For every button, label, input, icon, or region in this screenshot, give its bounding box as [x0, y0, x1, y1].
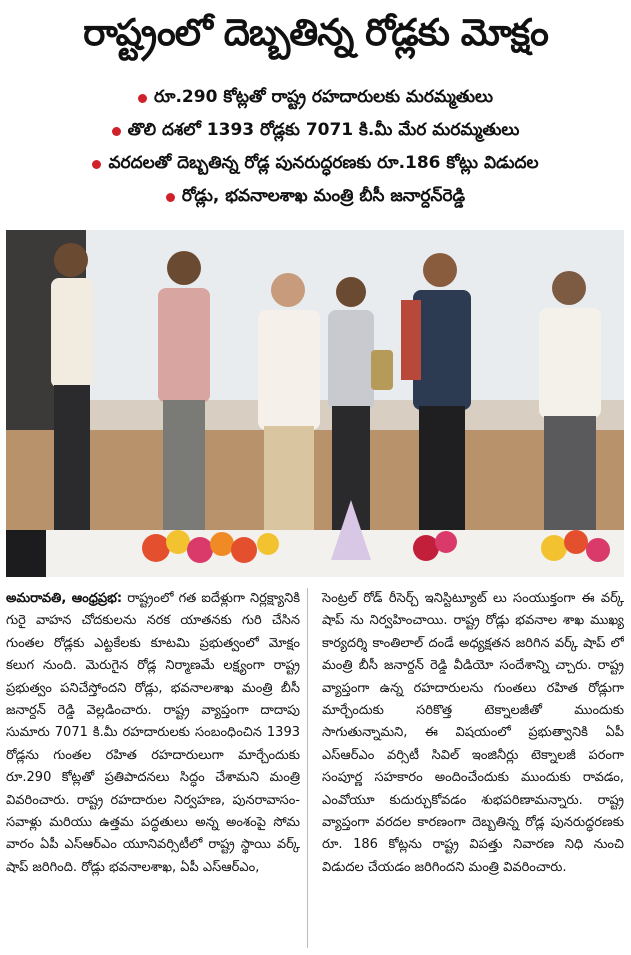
subheadline-text: వరదలతో దెబ్బతిన్న రోడ్ల పునరుద్ధరణకు రూ.186 కోట్లు విడుదల	[108, 152, 539, 173]
person-3	[258, 273, 320, 530]
press-photo-illustration	[6, 230, 624, 577]
subheadline-text: తొలి దశలో 1393 రోడ్లకు 7071 కి.మీ మేర మరమ్మతులు	[127, 119, 520, 140]
person-4	[328, 277, 374, 530]
bullet-icon	[112, 127, 121, 136]
speaker	[6, 530, 46, 577]
subheadline-2	[6, 115, 625, 148]
subheadline-text: రూ.290 కోట్లతో రాష్ట్ర రహదారులకు మరమ్మతులు	[154, 86, 493, 107]
memento	[371, 350, 393, 390]
bullet-icon	[138, 94, 147, 103]
subheadline-3	[6, 148, 625, 181]
bullet-icon	[92, 160, 101, 169]
article-column-right: సెంట్రల్ రోడ్ రీసెర్చ్ ఇనిస్టిట్యూట్ లు సంయుక్తంగా ఈ వర్క్ షాప్ ను నిర్వహించాయి. రాష్ట్ర రోడ్లు భవనాల శాఖ ముఖ్య కార్యదర్శి కాంతిలాల్ దండే అధ్యక్షతన జరిగిన వర్క్ షాప్ లో మంత్రి బీసీ జనార్దన్ రెడ్డి వీడియో సందేశాన్ని చ్చారు. రాష్ట్ర వ్యాప్తంగా ఉన్న రహదారులను గుంతలు రహిత రోడ్లుగా మార్చేందుకు సరికొత్త టెక్నాలజీతో ముందుకు సాగుతున్నామని, ఈ విషయంలో ప్రభుత్వానికి ఏపీ ఎస్ఆర్ఎం వర్సిటీ సివిల్ ఇంజినీర్లు టెక్నాలజీ పరంగా సంపూర్ణ సహకారం అందించేందుకు ముందుకు రావడం, ఎంవోయూ కుదుర్చుకోవడం శుభపరిణామన్నారు. రాష్ట్ర వ్యాప్తంగా వరదల కారణంగా దెబ్బతిన్న రోడ్ల పునరుద్ధరణకు రూ. 186 కోట్లను రాష్ట్ర విపత్తు నివారణ నిధి నుంచి విడుదల చేయడం జరిగిందని మంత్రి వివరించారు.	[322, 591, 624, 875]
headline: రాష్ట్రంలో దెబ్బతిన్న రోడ్లకు మోక్షం	[83, 11, 548, 54]
person-6	[539, 271, 601, 530]
dateline: అమరావతి, ఆంధ్రప్రభ:	[6, 591, 123, 606]
bullet-icon	[166, 193, 175, 202]
subheadline-list	[6, 82, 625, 214]
left-column-text: రాష్ట్రంలో గత ఐదేళ్లుగా నిర్లక్ష్యానికి గురై వాహన చోదకులను నరక యాతనకు గురి చేసిన గుంతల రోడ్లకు ఎట్టకేలకు కూటమి ప్రభుత్వంలో మోక్షం కలుగ నుంది. మెరుగైన రోడ్ల నిర్మాణమే లక్ష్యంగా రాష్ట్ర ప్రభుత్వం పనిచేస్తోందని రోడ్లు, భవనాలశాఖ మంత్రి బీసీ జనార్దన్ రెడ్డి వెల్లడించారు. రాష్ట్ర వ్యాప్తంగా దాదాపు సుమారు 7071 కి.మీ రహదారులకు సంబంధించిన 1393 రోడ్లను గుంతల రహిత రహదారులుగా మార్చేందుకు రూ.290 కోట్లతో ప్రతిపాదనలు సిద్ధం చేశామని మంత్రి వివరించారు. రాష్ట్ర రహదారుల నిర్వహణ, పునరావాసం-సవాళ్లు మరియు ఉత్తమ పద్ధతులు అన్న అంశంపై సోమ వారం ఏపీ ఎస్ఆర్ఎం యూనివర్సిటీలో రాష్ట్ర స్థాయి వర్క్ షాప్ జరిగింది. రోడ్లు భవనాలశాఖ, ఏపీ ఎస్ఆర్ఎం,	[6, 591, 300, 875]
subheadline-1	[6, 82, 625, 115]
press-photo	[6, 230, 624, 577]
person-1	[51, 243, 93, 530]
subheadline-4	[6, 181, 625, 214]
article-column-left	[6, 588, 308, 948]
person-2	[158, 251, 210, 530]
article-body	[6, 588, 624, 948]
wood-wall	[6, 430, 624, 540]
table-cloth	[6, 530, 624, 577]
subheadline-text: రోడ్లు, భవనాలశాఖ మంత్రి బీసీ జనార్దన్‌రెడ్డి	[181, 185, 466, 206]
